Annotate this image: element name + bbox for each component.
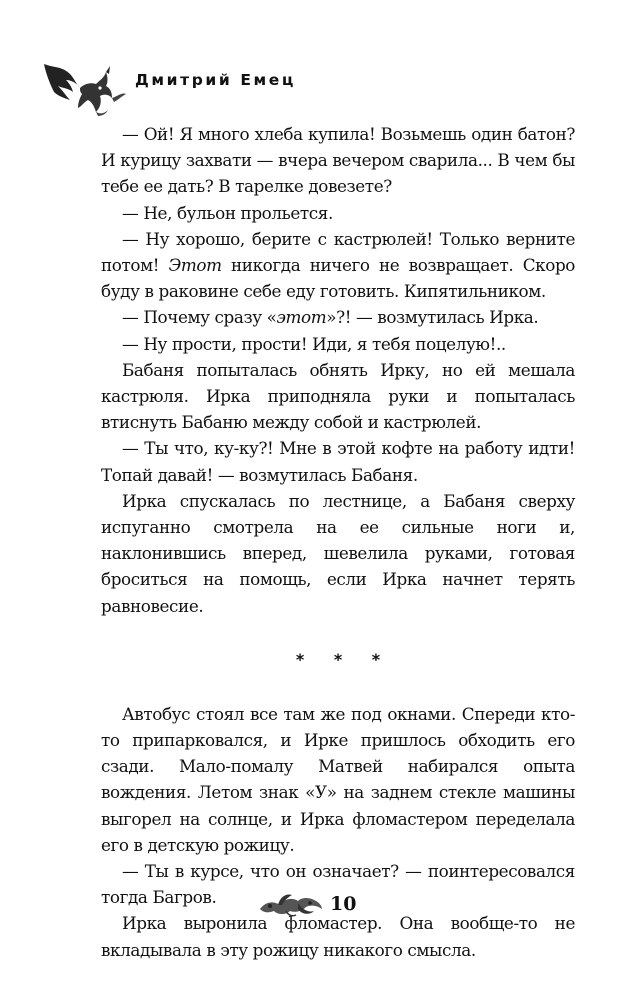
paragraph xyxy=(101,200,575,226)
paragraph xyxy=(101,226,575,305)
text-run: — Ой! Я много хлеба купила! Возьмешь один батон? И курицу захвати — вчера вечером сварила... В чем бы тебе ее дать? В тарелке довезете? xyxy=(101,124,575,197)
text-run: никогда ничего не возвращает. Скоро буду в раковине себе еду готовить. Кипятильником. xyxy=(101,255,575,302)
paragraph xyxy=(101,331,575,357)
text-run: Ирка спускалась по лестнице, а Бабаня сверху испуганно смотрела на ее сильные ноги и, наклонившись вперед, шевелила руками, готовая броситься на помощь, если Ирка начнет терять равновесие. xyxy=(101,490,575,616)
floral-ornament-icon xyxy=(258,891,324,919)
italic-text: Этот xyxy=(168,255,222,276)
text-run: — Ты в курсе, что он означает? — поинтересовался тогда Багров. xyxy=(101,861,575,908)
italic-text: этот xyxy=(276,307,327,328)
paragraph xyxy=(101,435,575,487)
text-run: — Ты что, ку-ку?! Мне в этой кофте на работу идти! Топай давай! — возмутилась Бабаня. xyxy=(101,438,575,485)
paragraph xyxy=(101,701,575,858)
text-run: Автобус стоял все там же под окнами. Спереди кто-то припарковался, и Ирке пришлось обходить его сзади. Мало-помалу Матвей набирался опыта вождения. Летом знак «У» на заднем стекле машины выгорел на солнце, и Ирка фломастером переделала его в детскую рожицу. xyxy=(101,703,575,855)
paragraph xyxy=(101,488,575,619)
text-run: — Не, бульон прольется. xyxy=(122,202,333,223)
paragraph xyxy=(101,357,575,436)
page-number: 10 xyxy=(330,893,357,915)
running-header xyxy=(40,58,440,118)
winged-gargoyle-icon xyxy=(40,58,130,118)
paragraph xyxy=(101,121,575,200)
text-run: — Ну хорошо, берите с кастрюлей! Только верните потом! xyxy=(101,228,575,276)
text-run: Ирка выронила фломастер. Она вообще-то не вкладывала в эту рожицу никакого смысла. xyxy=(101,913,575,960)
text-run: Бабаня попыталась обнять Ирку, но ей мешала кастрюля. Ирка приподняла руки и попыталась втиснуть Бабаню между собой и кастрюлей. xyxy=(101,359,575,433)
text-run: — Почему сразу « xyxy=(122,307,277,328)
paragraph xyxy=(101,304,575,330)
paragraphs-before-separator xyxy=(101,121,575,619)
author-name: Дмитрий Емец xyxy=(135,71,296,89)
text-run: — Ну прости, прости! Иди, я тебя поцелую!.. xyxy=(122,333,506,354)
text-run: »?! — возмутилась Ирка. xyxy=(326,307,539,328)
page-footer xyxy=(258,885,388,925)
body-text xyxy=(101,121,575,963)
section-separator: * * * xyxy=(295,649,393,669)
